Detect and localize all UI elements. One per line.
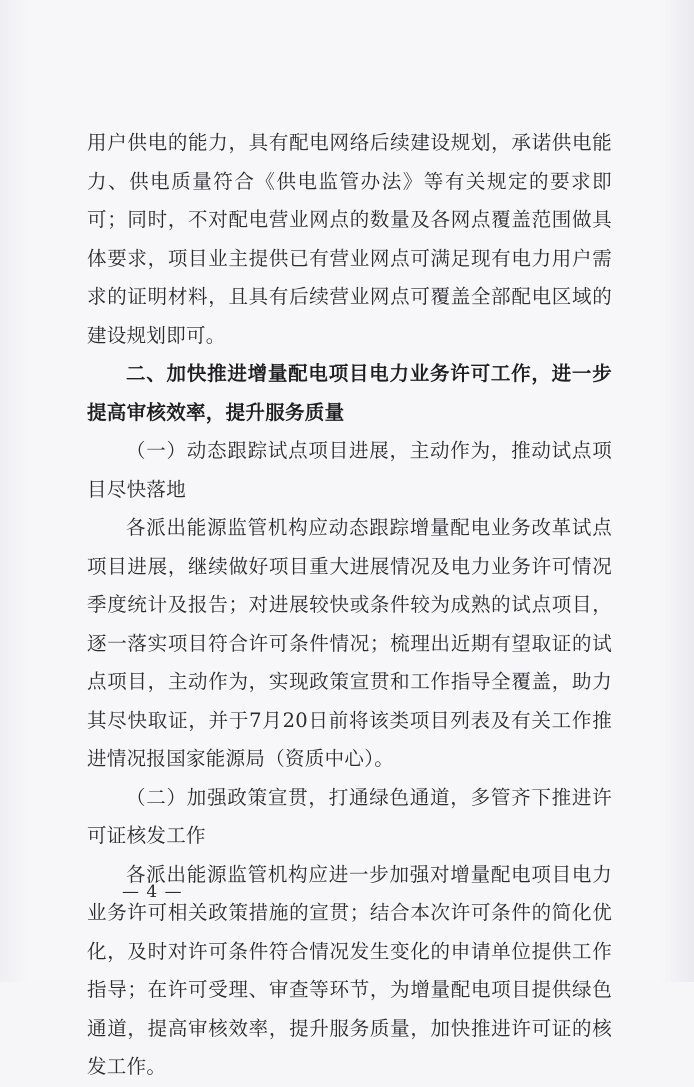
page-number: — 4 — — [122, 882, 183, 902]
sub-heading-2: （二）加强政策宣贯，打通绿色通道，多管齐下推进许可证核发工作 — [87, 785, 612, 847]
paragraph-body-1: 各派出能源监管机构应动态跟踪增量配电业务改革试点项目进展，继续做好项目重大进展情况及电力业务许可情况季度统计及报告；对进展较快或条件较为成熟的试点项目，逐一落实项目符合许可条件情况；梳理出近期有望取证的试点项目，主动作为，实现政策宣贯和工作指导全覆盖，助力其尽快取证，并于7月20日前将该类项目列表及有关工作推进情况报国家能源局（资质中心）。 — [87, 516, 612, 770]
paragraph-continuation: 用户供电的能力，具有配电网络后续建设规划，承诺供电能力、供电质量符合《供电监管办法》等有关规定的要求即可；同时，不对配电营业网点的数量及各网点覆盖范围做具体要求，项目业主提供已有营业网点可满足现有电力用户需求的证明材料，且具有后续营业网点可覆盖全部配电区域的建设规划即可。 — [87, 131, 612, 347]
sub-heading-1: （一）动态跟踪试点项目进展，主动作为，推动试点项目尽快落地 — [87, 439, 612, 501]
document-body — [87, 124, 612, 1087]
section-heading: 二、加快推进增量配电项目电力业务许可工作，进一步提高审核效率，提升服务质量 — [87, 362, 612, 424]
paragraph-body-2: 各派出能源监管机构应进一步加强对增量配电项目电力业务许可相关政策措施的宣贯；结合本次许可条件的简化优化，及时对许可条件符合情况发生变化的申请单位提供工作指导；在许可受理、审查等环节，为增量配电项目提供绿色通道，提高审核效率，提升服务质量，加快推进许可证的核发工作。 — [87, 862, 612, 1078]
